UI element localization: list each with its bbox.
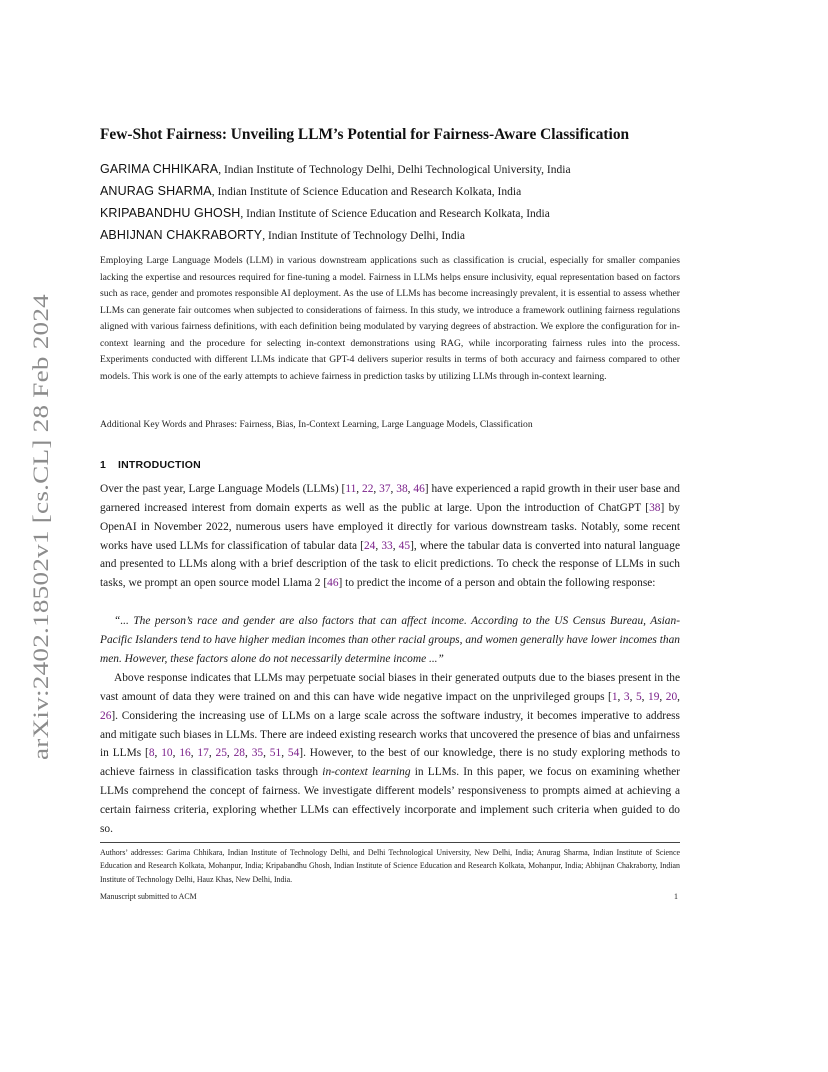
citation-link[interactable]: 35 xyxy=(251,747,264,760)
citation-link[interactable]: 25 xyxy=(215,747,227,760)
paragraph-text: , xyxy=(392,539,399,552)
footnote-divider xyxy=(100,842,680,843)
author-affiliation: , Indian Institute of Science Education and Research Kolkata, India xyxy=(240,208,550,220)
citation-link[interactable]: 22 xyxy=(362,483,374,495)
paper-title: Few-Shot Fairness: Unveiling LLM’s Potential for Fairness-Aware Classification xyxy=(100,126,630,143)
citation-link[interactable]: 17 xyxy=(197,747,209,760)
paragraph-text: , xyxy=(154,747,162,760)
citation-link[interactable]: 51 xyxy=(269,747,282,760)
section-title: INTRODUCTION xyxy=(118,459,201,471)
paragraph-text: ] by OpenAI in November 2022, numerous users have employed it directly for various downstream tasks. Notably, some recent works have used LLMs for classification of tabular data [ xyxy=(100,501,680,552)
paragraph-text: ], where the tabular data is converted into natural language and presented to LLMs along with a brief description of the task to elicit predictions. To check the response of LLMs in such tasks, we prompt an open source model Llama 2 [ xyxy=(100,539,680,590)
intro-paragraph-1 xyxy=(100,480,680,593)
paragraph-text: , xyxy=(190,747,198,760)
author-name: ABHIJNAN CHAKRABORTY xyxy=(100,228,263,242)
author-name: GARIMA CHHIKARA xyxy=(100,162,219,176)
paragraph-text: , xyxy=(677,690,681,703)
citation-link[interactable]: 20 xyxy=(665,690,678,703)
paragraph-text: , xyxy=(263,747,270,760)
arxiv-stamp-text: arXiv:2402.18502v1 [cs.CL] 28 Feb 2024 xyxy=(28,373,53,760)
citation-link[interactable]: 46 xyxy=(327,577,339,590)
paragraph-text: , xyxy=(281,747,288,760)
citation-link[interactable]: 1 xyxy=(611,690,618,703)
citation-link[interactable]: 5 xyxy=(635,690,642,703)
citation-link[interactable]: 26 xyxy=(100,709,112,722)
abstract: Employing Large Language Models (LLM) in various downstream applications such as classification is crucial, especially for smaller companies lacking the expertise and resources required for fine-tuning a model. Fairness in LLMs helps ensure inclusivity, equal representation based on factors such as race, gender and promotes responsible AI deployment. As the use of LLMs has become increasingly prevalent, it is essential to assess whether LLMs can generate fair outcomes when subjected to considerations of fairness. In this study, we introduce a framework outlining fairness regulations aligned with various fairness definitions, with each definition being modulated by varying degrees of abstraction. We explore the configuration for in-context learning and the procedure for selecting in-context demonstrations using RAG, while incorporating fairness rules into the process. Experiments conducted with different LLMs indicate that GPT-4 delivers superior results in terms of both accuracy and fairness compared to other models. This work is one of the early attempts to achieve fairness in prediction tasks by utilizing LLMs through in-context learning. xyxy=(100,255,680,382)
section-heading xyxy=(100,459,201,471)
paragraph-text: , xyxy=(356,483,363,495)
author-affiliation: , Indian Institute of Technology Delhi, India xyxy=(262,230,465,242)
page-number: 1 xyxy=(674,892,678,901)
paragraph-text: ] have experienced a rapid growth in their user base and garnered increased interest from domain experts as well as the public at large. Upon the introduction of ChatGPT [ xyxy=(100,483,681,514)
paragraph-text: , xyxy=(617,690,624,703)
paragraph-text: , xyxy=(629,690,636,703)
paragraph-text: , xyxy=(172,747,180,760)
paragraph-text: ]. However, to the best of our knowledge, there is no study exploring methods to achieve fairness in classification tasks through xyxy=(100,747,681,779)
paragraph-text: , xyxy=(659,690,666,703)
paragraph-text: ] to predict the income of a person and obtain the following response: xyxy=(338,577,656,590)
author-affiliation: , Indian Institute of Technology Delhi, Delhi Technological University, India xyxy=(218,164,571,176)
intro-paragraph-2 xyxy=(100,669,680,839)
arxiv-stamp xyxy=(18,290,58,760)
citation-link[interactable]: 19 xyxy=(648,690,660,703)
quoted-response: “... The person’s race and gender are also factors that can affect income. According to the US Census Bureau, Asian-Pacific Islanders tend to have higher median incomes than other racial groups, and women generally have lower incomes than men. However, these factors alone do not necessarily determine income ...” xyxy=(100,615,680,665)
citation-link[interactable]: 33 xyxy=(381,539,393,552)
citation-link[interactable]: 16 xyxy=(179,747,191,760)
paragraph-text: ]. Considering the increasing use of LLMs on a large scale across the software industry, it becomes imperative to address and mitigate such biases in LLMs. There are indeed existing research works that uncovered the presence of bias and unfairness in LLMs [ xyxy=(100,709,680,760)
citation-link[interactable]: 24 xyxy=(363,539,376,552)
keywords: Additional Key Words and Phrases: Fairness, Bias, In-Context Learning, Large Language Models, Classification xyxy=(100,419,533,430)
citation-link[interactable]: 46 xyxy=(413,483,425,495)
section-number: 1 xyxy=(100,459,107,471)
paragraph-text: , xyxy=(641,690,649,703)
citation-link[interactable]: 3 xyxy=(623,690,630,703)
citation-link[interactable]: 37 xyxy=(379,483,391,495)
paragraph-text: in LLMs. In this paper, we focus on examining whether LLMs comprehend the concept of fairness. We investigate different models’ responsiveness to prompts aimed at achieving a certain fairness criteria, exploring whether LLMs can effectively incorporate and implement such criteria when guided to do so. xyxy=(100,766,680,835)
citation-link[interactable]: 45 xyxy=(398,539,411,552)
author-line-1 xyxy=(100,162,571,177)
paragraph-text: Above response indicates that LLMs may perpetuate social biases in their generated outputs due to the biases present in the vast amount of data they were trained on and this can have wide negative impact on the unprivileged groups [ xyxy=(100,672,680,703)
author-name: KRIPABANDHU GHOSH xyxy=(100,206,241,220)
author-line-4 xyxy=(100,228,465,243)
paragraph-text: , xyxy=(407,483,414,495)
paragraph-text: Over the past year, Large Language Models (LLMs) [ xyxy=(100,483,346,495)
author-affiliation: , Indian Institute of Science Education and Research Kolkata, India xyxy=(211,186,522,198)
citation-link[interactable]: 38 xyxy=(649,501,661,514)
author-name: ANURAG SHARMA xyxy=(100,184,212,198)
paragraph-text: , xyxy=(208,747,216,760)
author-line-2 xyxy=(100,184,521,199)
citation-link[interactable]: 38 xyxy=(396,483,408,495)
paragraph-text: , xyxy=(390,483,397,495)
manuscript-note: Manuscript submitted to ACM xyxy=(100,892,197,901)
paragraph-text: , xyxy=(373,483,380,495)
paragraph-text: , xyxy=(245,747,252,760)
emphasis-text: in-context learning xyxy=(322,766,411,779)
citation-link[interactable]: 11 xyxy=(345,483,357,495)
author-addresses-footnote: Authors’ addresses: Garima Chhikara, Indian Institute of Technology Delhi, and Delhi Technological University, New Delhi, India; Anurag Sharma, Indian Institute of Science Education and Research Kolkata, Mohanpur, India; Kripabandhu Ghosh, Indian Institute of Science Education and Research Kolkata, Mohanpur, India; Abhijnan Chakraborty, Indian Institute of Technology Delhi, Hauz Khas, New Delhi, India. xyxy=(100,848,680,884)
author-line-3 xyxy=(100,206,550,221)
paragraph-text: , xyxy=(226,747,234,760)
citation-link[interactable]: 10 xyxy=(161,747,173,760)
citation-link[interactable]: 54 xyxy=(287,747,300,760)
citation-link[interactable]: 28 xyxy=(233,747,245,760)
paragraph-text: , xyxy=(375,539,382,552)
citation-link[interactable]: 8 xyxy=(148,747,155,760)
